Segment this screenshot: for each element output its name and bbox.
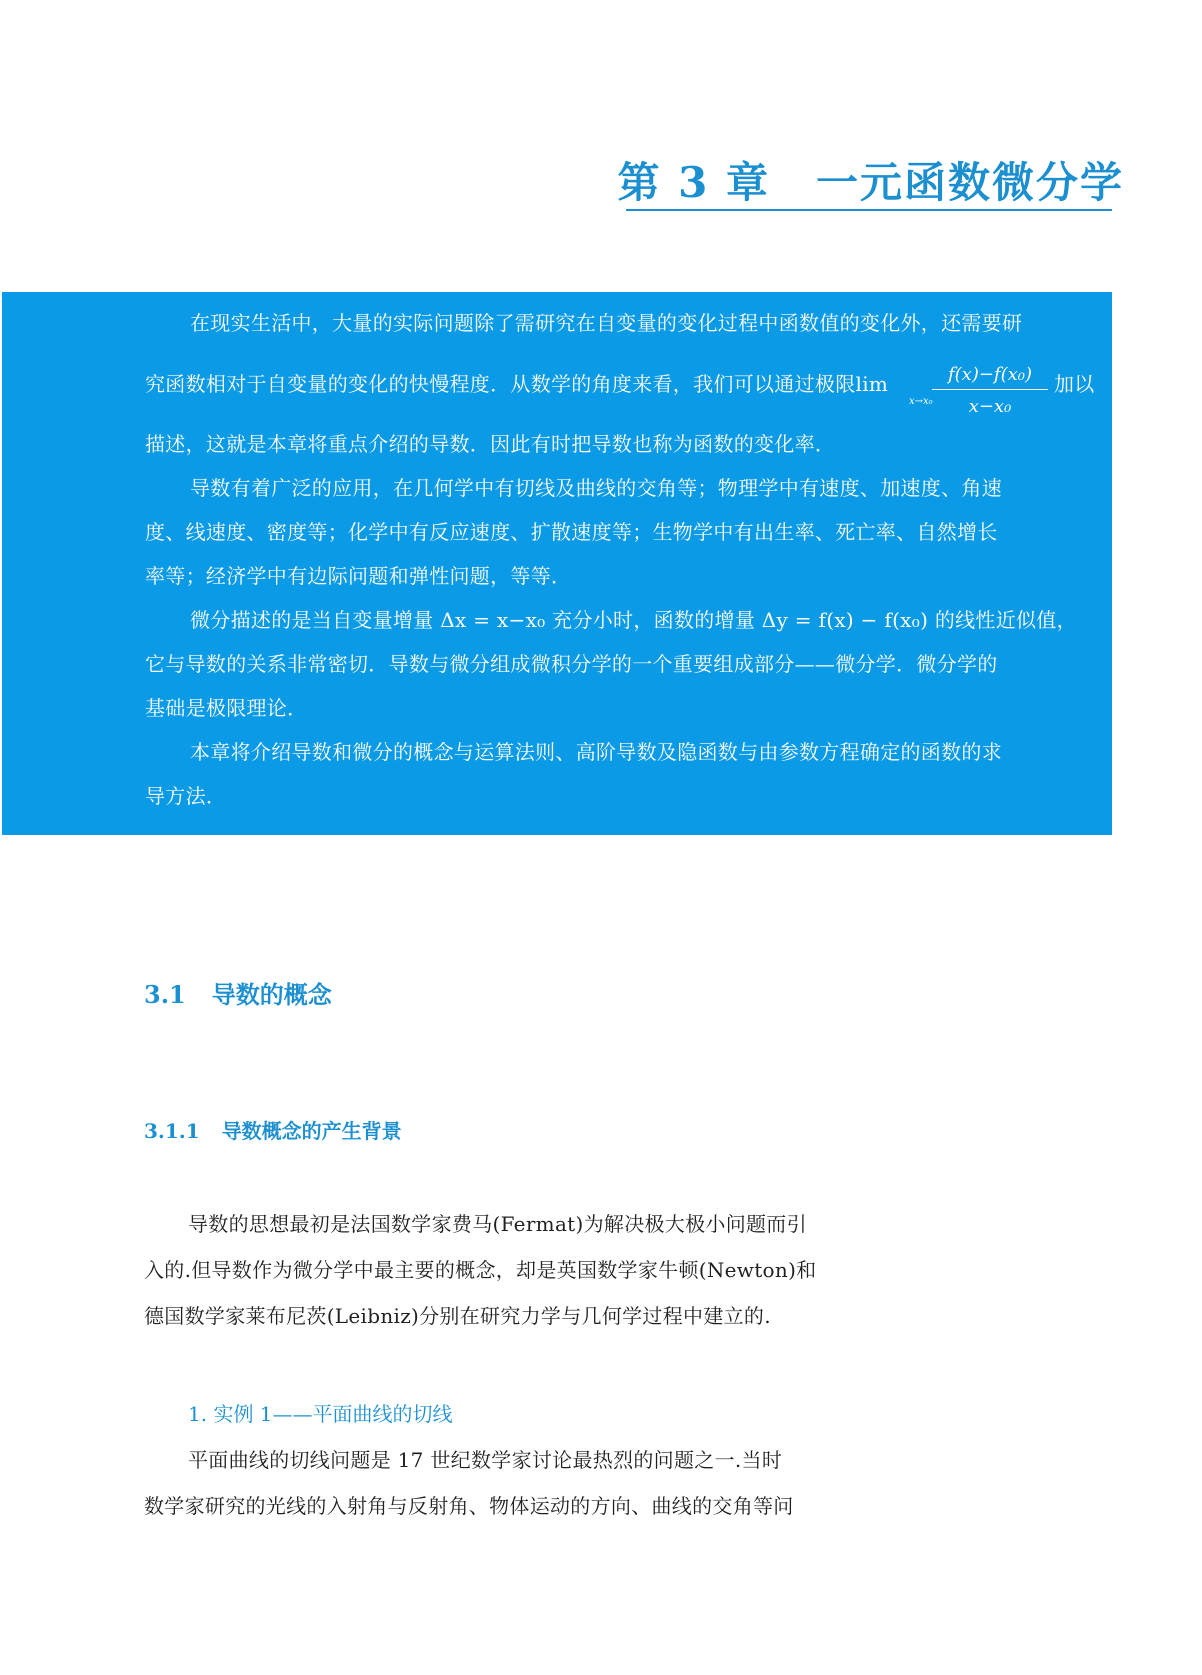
- intro-line: 导数有着广泛的应用，在几何学中有切线及曲线的交角等；物理学中有速度、加速度、角速: [190, 476, 1002, 500]
- intro-line: 在现实生活中，大量的实际问题除了需研究在自变量的变化过程中函数值的变化外，还需要研: [190, 311, 1023, 335]
- intro-line: 它与导数的关系非常密切．导数与微分组成微积分学的一个重要组成部分——微分学．微分学的: [145, 652, 998, 676]
- example-title: 1. 实例 1——平面曲线的切线: [188, 1402, 453, 1426]
- chapter-title: [618, 150, 1124, 210]
- intro-line: 描述，这就是本章将重点介绍的导数．因此有时把导数也称为函数的变化率．: [145, 432, 836, 456]
- section-title: 导数的概念: [211, 980, 332, 1009]
- section-number: 3.1: [144, 980, 186, 1009]
- intro-line: 基础是极限理论．: [145, 696, 308, 720]
- formula-fraction: [932, 364, 1048, 417]
- formula-trailing-text: 加以: [1054, 372, 1095, 396]
- subsection-heading: [144, 1115, 402, 1144]
- chapter-title-underline: [626, 209, 1112, 211]
- body-line: 导数的思想最初是法国数学家费马(Fermat)为解决极大极小问题而引: [188, 1212, 807, 1236]
- chapter-number: 第 3 章: [617, 158, 770, 207]
- body-line: 入的.但导数作为微分学中最主要的概念，却是英国数学家牛顿(Newton)和: [144, 1258, 817, 1282]
- intro-line-with-formula: [145, 368, 888, 397]
- intro-line-text: 究函数相对于自变量的变化的快慢程度．从数学的角度来看，我们可以通过极限: [145, 372, 856, 396]
- intro-line: 本章将介绍导数和微分的概念与运算法则、高阶导数及隐函数与由参数方程确定的函数的求: [190, 740, 1002, 764]
- subsection-number: 3.1.1: [144, 1119, 200, 1143]
- subsection-title: 导数概念的产生背景: [221, 1119, 402, 1143]
- section-heading: [144, 975, 332, 1010]
- intro-line: 微分描述的是当自变量增量 Δx = x−x₀ 充分小时，函数的增量 Δy = f(x) − f(x₀) 的线性近似值，: [190, 608, 1077, 632]
- body-line: 德国数学家莱布尼茨(Leibniz)分别在研究力学与几何学过程中建立的.: [144, 1304, 771, 1328]
- intro-line: 率等；经济学中有边际问题和弹性问题，等等．: [145, 564, 572, 588]
- body-line: 数学家研究的光线的入射角与反射角、物体运动的方向、曲线的交角等问: [144, 1494, 794, 1518]
- intro-line: 导方法．: [145, 784, 227, 808]
- chapter-name: 一元函数微分学: [815, 158, 1124, 207]
- intro-line: 度、线速度、密度等；化学中有反应速度、扩散速度等；生物学中有出生率、死亡率、自然增长: [145, 520, 998, 544]
- formula-lim-subscript: x→x₀: [909, 396, 933, 407]
- body-line: 平面曲线的切线问题是 17 世纪数学家讨论最热烈的问题之一.当时: [188, 1448, 783, 1472]
- chapter-intro-box: [2, 292, 1112, 835]
- formula-numerator: f(x)−f(x₀): [932, 364, 1048, 390]
- formula-lim: lim: [855, 372, 889, 396]
- formula-denominator: x−x₀: [968, 396, 1012, 417]
